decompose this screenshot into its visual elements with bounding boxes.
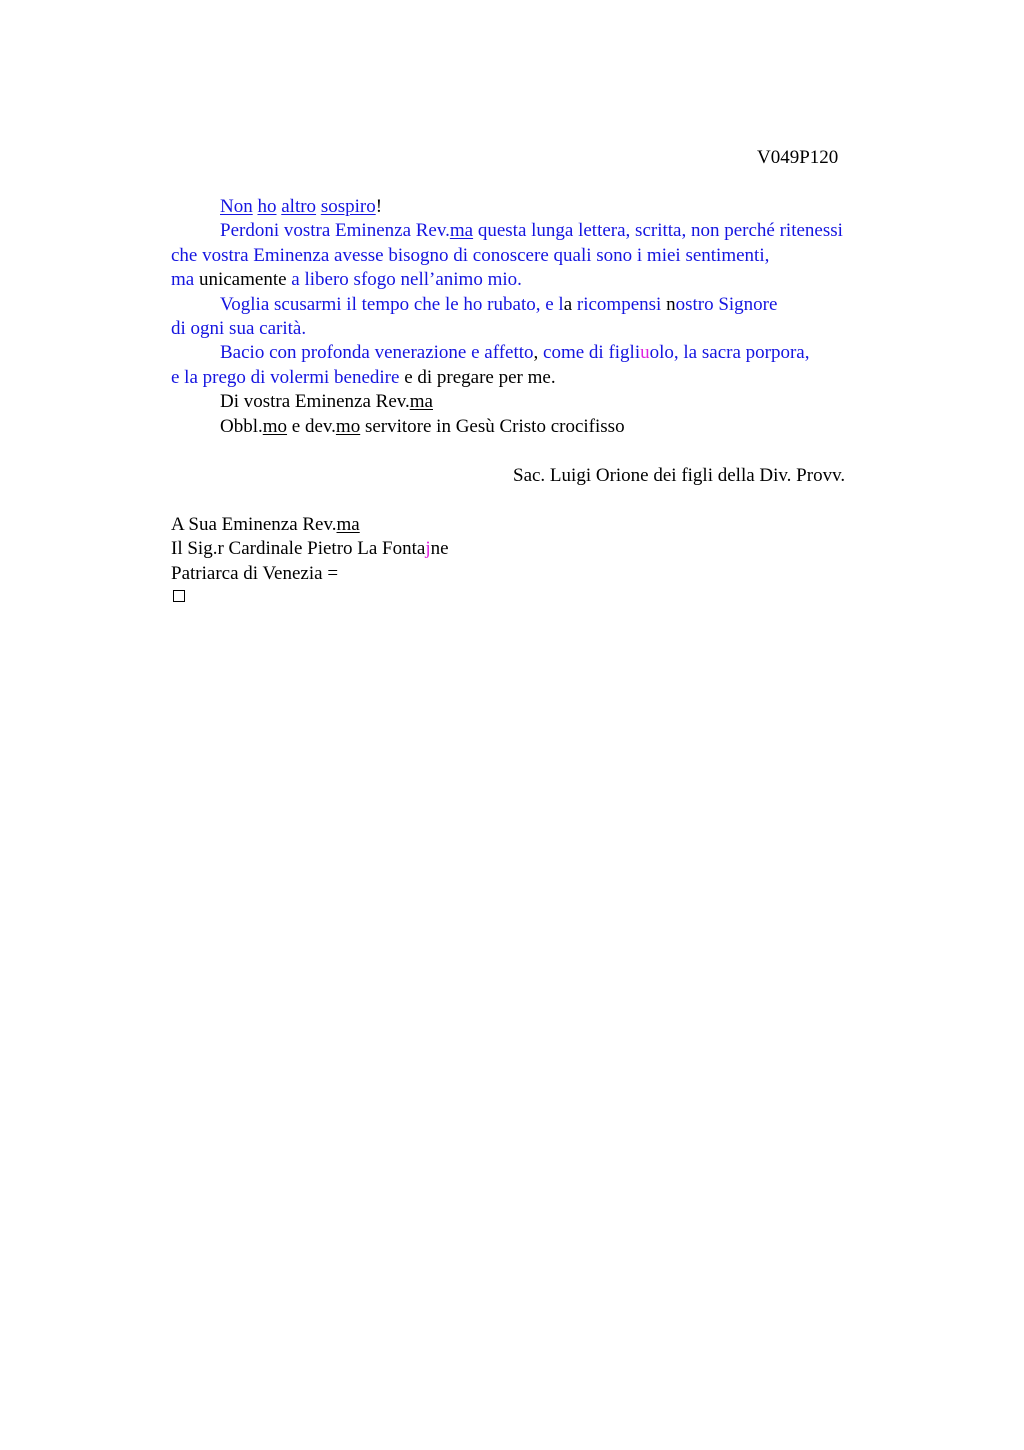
text-segment: ma — [171, 269, 195, 291]
text-segment: unicamente — [194, 269, 292, 291]
address-line-3: Patriarca di Venezia = — [171, 562, 339, 584]
highlighted-letter: u — [640, 342, 650, 364]
exclamation: ! — [375, 196, 383, 217]
page-code: V049P120 — [757, 147, 839, 168]
body-line-10 — [171, 415, 911, 439]
body-line-5 — [171, 293, 911, 317]
text-segment: ne — [430, 538, 449, 560]
word-ho: ho — [257, 196, 277, 217]
empty-box-symbol — [173, 590, 185, 602]
signature: Sac. Luigi Orione dei figli della Div. Provv. — [513, 465, 846, 486]
text-segment: Di vostra Eminenza Rev. — [220, 391, 410, 413]
text-segment: e di pregare per me. — [399, 366, 556, 388]
text-segment: ricompensi — [572, 293, 662, 315]
body-line-3: che vostra Eminenza avesse bisogno di conoscere quali sono i miei sentimenti, — [171, 244, 770, 266]
text-segment: e la prego di volermi benedire — [171, 366, 400, 388]
text-segment: come di figli — [538, 342, 641, 364]
text-segment: Perdoni vostra Eminenza Rev. — [220, 220, 450, 242]
text-segment: e dev. — [287, 415, 336, 437]
body-line-1 — [171, 195, 911, 219]
text-segment: , — [533, 342, 539, 364]
body-line-2 — [171, 219, 911, 243]
abbrev-ma: ma — [336, 514, 360, 535]
text-segment: ostro Signore — [675, 293, 778, 315]
abbrev-ma: ma — [449, 220, 474, 242]
text-segment: A Sua Eminenza Rev. — [171, 514, 337, 535]
text-segment: a libero sfogo nell’animo mio. — [291, 269, 522, 291]
word-non: Non — [220, 196, 253, 217]
text-segment: Obbl. — [220, 415, 263, 437]
word-sospiro: sospiro — [320, 196, 376, 217]
abbrev-mo: mo — [262, 415, 288, 437]
address-line-2 — [171, 537, 671, 561]
body-line-4 — [171, 268, 911, 292]
recipient-address — [171, 513, 671, 586]
abbrev-mo: mo — [335, 415, 361, 437]
text-segment: questa lunga lettera, scritta, non perché ritenessi — [473, 220, 843, 242]
text-segment: a — [563, 293, 573, 315]
address-line-1 — [171, 513, 671, 537]
text-segment: olo, la sacra porpora, — [649, 342, 810, 364]
text-segment: Bacio con profonda venerazione e affetto — [220, 342, 534, 364]
highlighted-letter: j — [425, 538, 431, 560]
letter-body — [171, 195, 911, 439]
text-segment: Voglia scusarmi il tempo che le ho rubato, e l — [220, 293, 564, 315]
abbrev-ma: ma — [409, 391, 433, 413]
text-segment: servitore in Gesù Cristo crocifisso — [360, 415, 625, 437]
word-altro: altro — [281, 196, 317, 217]
text-segment: Il Sig.r Cardinale Pietro La Fonta — [171, 538, 426, 560]
body-line-8 — [171, 366, 911, 390]
body-line-7 — [171, 341, 911, 365]
text-segment: n — [661, 293, 676, 315]
body-line-9 — [171, 390, 911, 414]
body-line-6: di ogni sua carità. — [171, 317, 307, 339]
